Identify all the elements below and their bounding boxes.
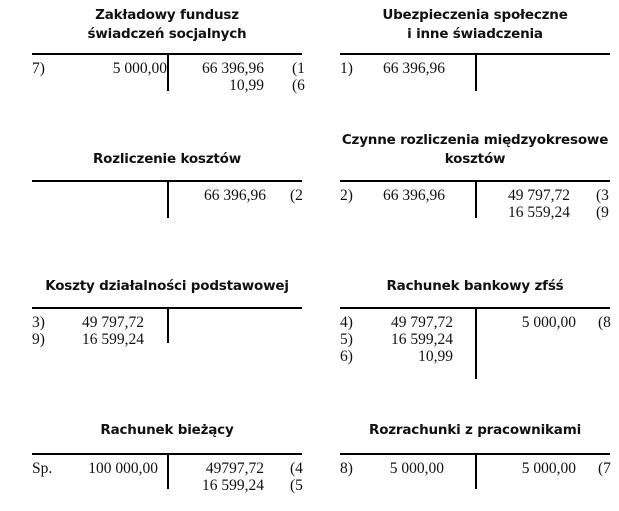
account-title-line: i inne świadczenia bbox=[407, 26, 543, 42]
account-title-line: Rachunek bankowy zfśś bbox=[386, 278, 564, 294]
debit-entry-ref: 7) bbox=[32, 60, 45, 77]
debit-entry-ref: 3) bbox=[32, 314, 45, 331]
credit-entry-ref: (4 bbox=[290, 460, 303, 477]
credit-entry-ref: (8 bbox=[598, 314, 611, 331]
debit-entry-amount: 16 599,24 bbox=[82, 331, 144, 348]
debit-entry-ref: 8) bbox=[340, 460, 353, 477]
t-account-vertical-line bbox=[475, 453, 477, 489]
t-account bbox=[340, 0, 610, 511]
credit-entry-ref: (6 bbox=[292, 77, 305, 94]
debit-entry-ref: 4) bbox=[340, 314, 353, 331]
debit-entry-ref: 9) bbox=[32, 331, 45, 348]
credit-entry-amount: 66 396,96 bbox=[204, 187, 266, 204]
credit-entry-ref: (9 bbox=[596, 204, 609, 221]
debit-entry-amount: 16 599,24 bbox=[391, 331, 453, 348]
credit-entry-amount: 49797,72 bbox=[205, 460, 264, 477]
credit-entry-ref: (3 bbox=[596, 187, 609, 204]
debit-entry-amount: 49 797,72 bbox=[391, 314, 453, 331]
account-title-line: Rozliczenie kosztów bbox=[92, 151, 242, 167]
debit-entry-amount: 66 396,96 bbox=[383, 187, 445, 204]
account-title-line: Koszty działalności podstawowej bbox=[45, 278, 289, 294]
credit-entry-ref: (2 bbox=[290, 187, 303, 204]
account-title-line: kosztów bbox=[444, 151, 506, 167]
debit-entry-amount: 66 396,96 bbox=[383, 60, 445, 77]
debit-entry-amount: 5 000,00 bbox=[112, 60, 167, 77]
credit-entry-ref: (7 bbox=[598, 460, 611, 477]
debit-entry-ref: 5) bbox=[340, 331, 353, 348]
debit-entry-amount: 49 797,72 bbox=[82, 314, 144, 331]
account-title-line: Rozrachunki z pracownikami bbox=[369, 422, 581, 438]
credit-entry-amount: 10,99 bbox=[229, 77, 264, 94]
account-title bbox=[340, 421, 610, 440]
t-account-vertical-line bbox=[167, 453, 169, 489]
account-title-line: Czynne rozliczenia międzyokresowe bbox=[341, 132, 609, 148]
debit-entry-amount: 100 000,00 bbox=[88, 460, 158, 477]
credit-entry-amount: 5 000,00 bbox=[521, 460, 576, 477]
account-title-line: Ubezpieczenia społeczne bbox=[382, 7, 568, 23]
credit-entry-amount: 49 797,72 bbox=[508, 187, 570, 204]
account-title-line: Rachunek bieżący bbox=[100, 422, 234, 438]
account-title-line: świadczeń socjalnych bbox=[87, 26, 247, 42]
t-account bbox=[32, 0, 302, 511]
debit-entry-ref: 6) bbox=[340, 348, 353, 365]
debit-entry-amount: 5 000,00 bbox=[389, 460, 444, 477]
credit-entry-amount: 66 396,96 bbox=[202, 60, 264, 77]
credit-entry-amount: 5 000,00 bbox=[521, 314, 576, 331]
account-title-line: Zakładowy fundusz bbox=[95, 7, 239, 23]
credit-entry-ref: (5 bbox=[290, 477, 303, 494]
debit-entry-amount: 10,99 bbox=[418, 348, 453, 365]
account-title bbox=[32, 421, 302, 440]
debit-entry-ref: 1) bbox=[340, 60, 353, 77]
debit-entry-ref: 2) bbox=[340, 187, 353, 204]
credit-entry-amount: 16 559,24 bbox=[508, 204, 570, 221]
debit-entry-ref: Sp. bbox=[32, 460, 53, 477]
credit-entry-amount: 16 599,24 bbox=[202, 477, 264, 494]
credit-entry-ref: (1 bbox=[292, 60, 305, 77]
